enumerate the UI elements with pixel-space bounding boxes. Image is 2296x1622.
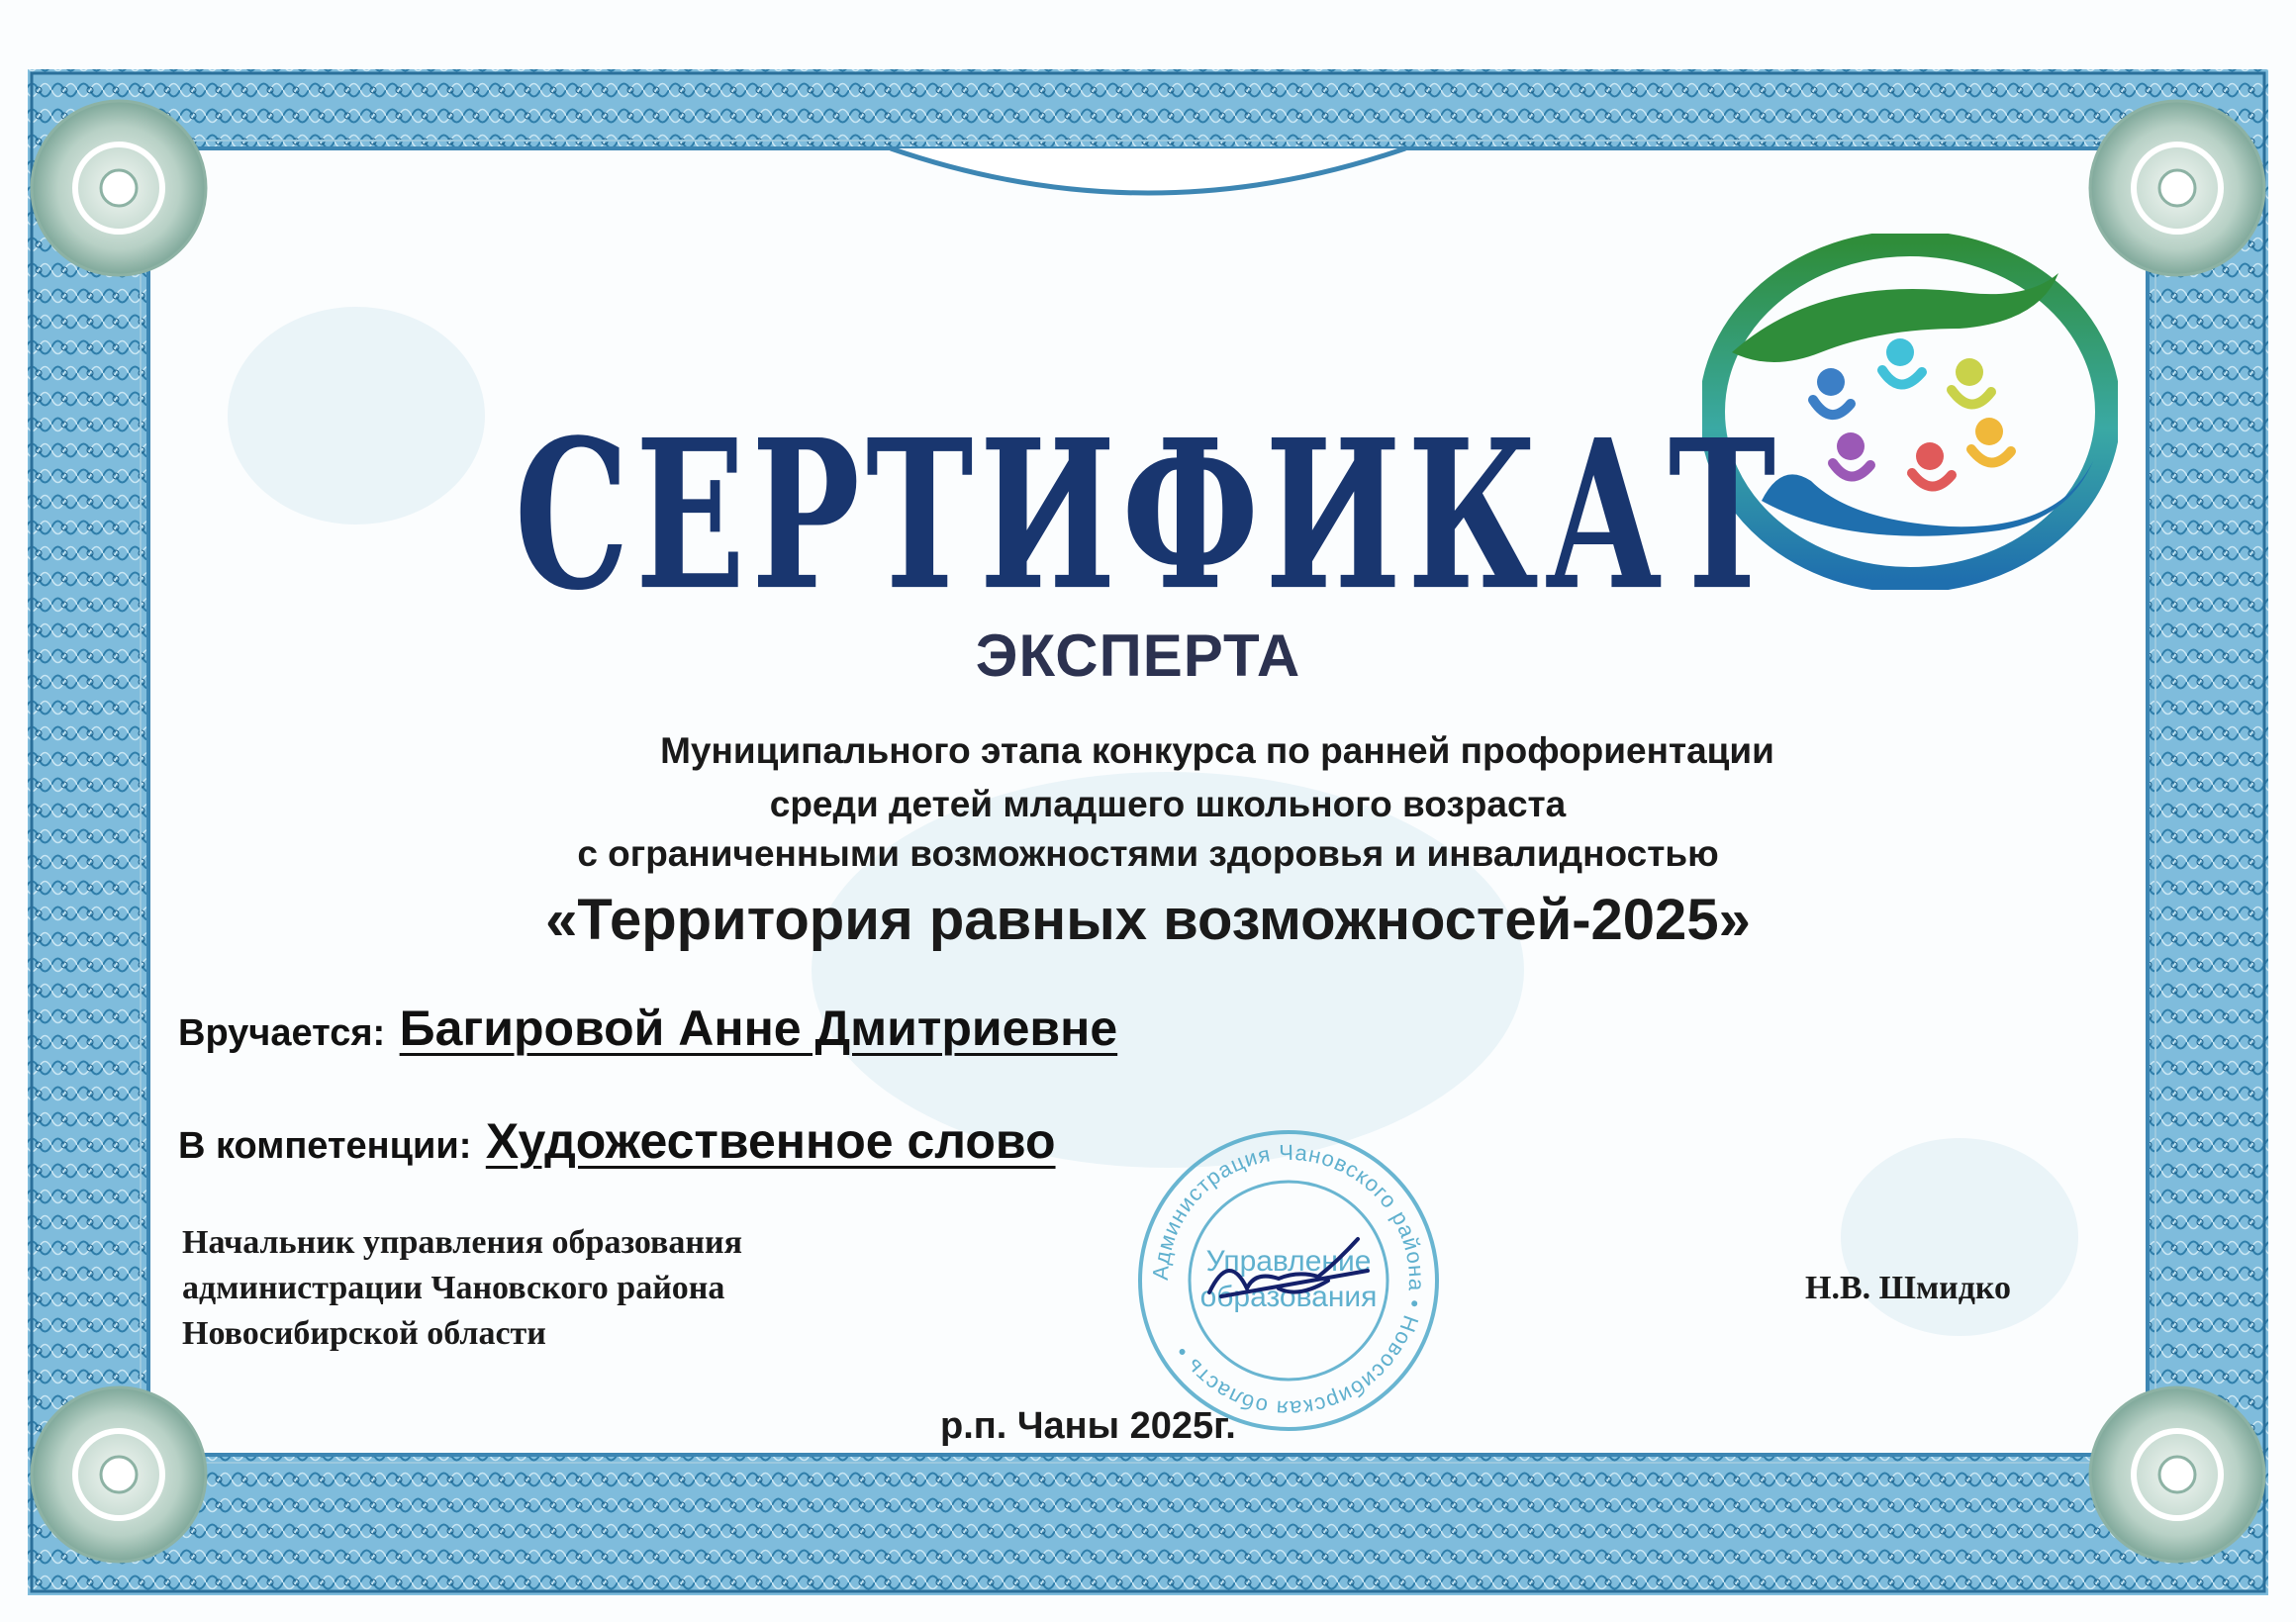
stamp-center-text: образования [1199, 1281, 1378, 1313]
contest-line: Муниципального этапа конкурса по ранней профориентации [660, 730, 1774, 771]
signer-title-line: Начальник управления образования [182, 1224, 742, 1261]
signer-title-line: администрации Чановского района [182, 1270, 725, 1306]
certificate-subtitle: ЭКСПЕРТА [975, 622, 1301, 689]
recipient-row [178, 1000, 1117, 1057]
contest-name: «Территория равных возможностей-2025» [545, 888, 1751, 952]
place-date: р.п. Чаны 2025г. [940, 1405, 1236, 1447]
contest-line: с ограниченными возможностями здоровья и инвалидностью [577, 833, 1719, 874]
signer-title-line: Новосибирской области [182, 1315, 546, 1352]
competence-value: Художественное слово [485, 1113, 1056, 1169]
recipient-label: Вручается: [178, 1012, 386, 1054]
contest-line: среди детей младшего школьного возраста [769, 784, 1567, 824]
competence-label: В компетенции: [178, 1125, 472, 1167]
signer-name: Н.В. Шмидко [1805, 1270, 2012, 1306]
recipient-name: Багировой Анне Дмитриевне [399, 1001, 1118, 1056]
competence-row [178, 1112, 1056, 1170]
stamp-ring-text: Администрация Чановского района • Новосибирская область • [1147, 1139, 1430, 1422]
official-stamp [1130, 1122, 1447, 1439]
certificate-title: СЕРТИФИКАТ [514, 396, 1782, 636]
stamp-center-text: Управление [1205, 1245, 1372, 1278]
